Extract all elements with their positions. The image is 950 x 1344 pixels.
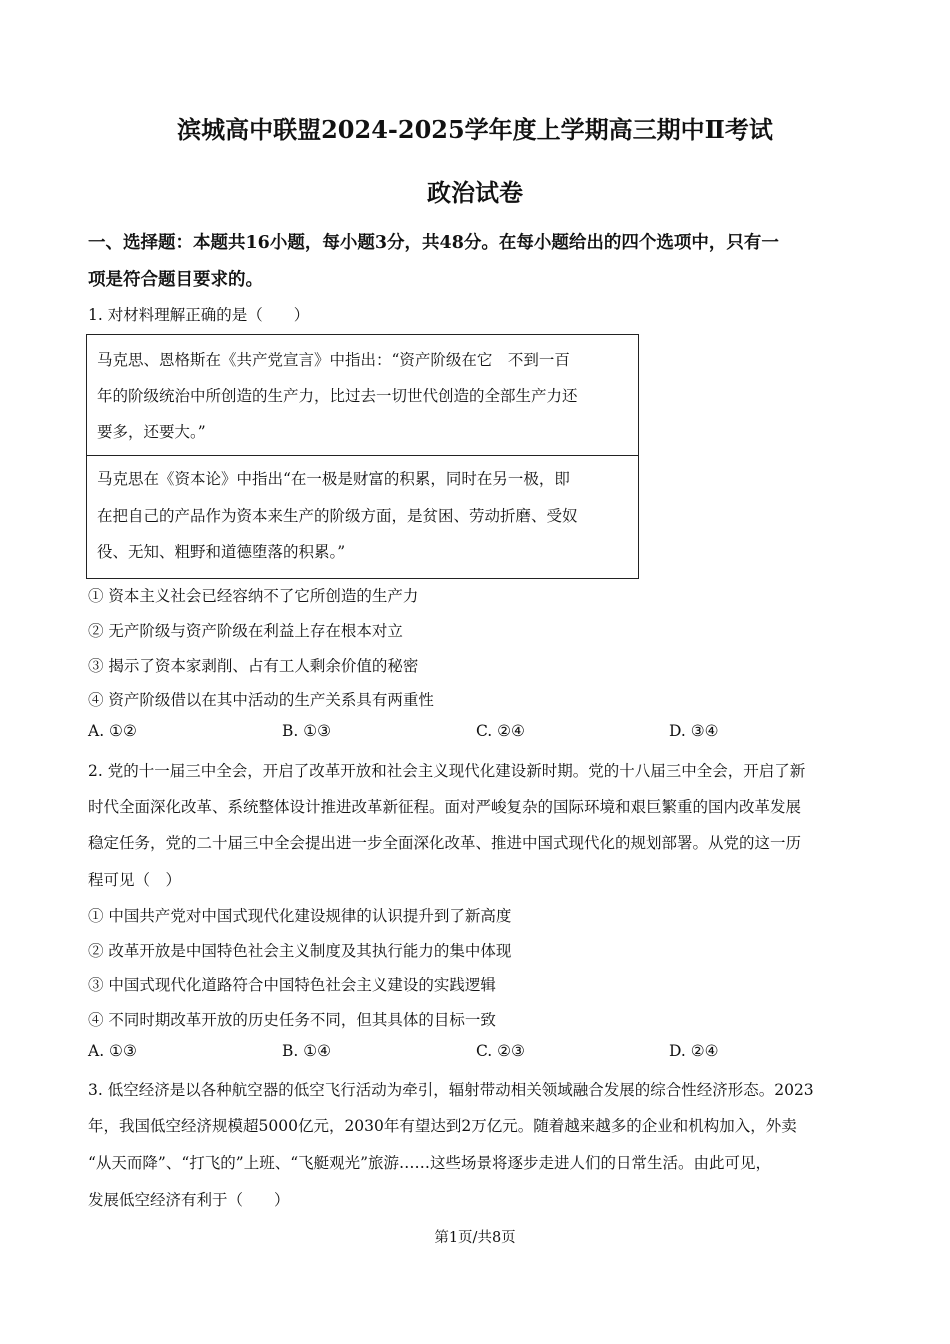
exam-subject: 政治试卷 [427, 178, 523, 207]
q1-box1-line: 马克思、恩格斯在《共产党宣言》中指出：“资产阶级在它 不到一百 [97, 351, 570, 369]
q3-stem: 3. 低空经济是以各种航空器的低空飞行活动为牵引，辐射带动相关领域融合发展的综合性经济形态。2023 [88, 1081, 814, 1099]
q3-stem: 年，我国低空经济规模超5000亿元，2030年有望达到2万亿元。随着越来越多的企业和机构加入，外卖 [88, 1117, 797, 1135]
exam-title: 滨城高中联盟2024-2025学年度上学期高三期中Ⅱ考试 [177, 115, 773, 144]
q2-item: ② 改革开放是中国特色社会主义制度及其执行能力的集中体现 [88, 942, 512, 960]
q3-stem: “从天而降”、“打飞的”上班、“飞艇观光”旅游……这些场景将逐步走进人们的日常生活。由此可见， [88, 1154, 772, 1172]
q2-item: ④ 不同时期改革开放的历史任务不同，但其具体的目标一致 [88, 1011, 496, 1029]
q2-item: ③ 中国式现代化道路符合中国特色社会主义建设的实践逻辑 [88, 976, 496, 994]
q1-box1-line: 年的阶级统治中所创造的生产力，比过去一切世代创造的全部生产力还 [97, 387, 578, 405]
q2-option-b[interactable]: B. ①④ [282, 1042, 332, 1060]
page-number: 第1页/共8页 [434, 1230, 516, 1246]
q2-option-d[interactable]: D. ②④ [669, 1042, 719, 1060]
q1-option-d[interactable]: D. ③④ [669, 722, 719, 740]
q2-item: ① 中国共产党对中国式现代化建设规律的认识提升到了新高度 [88, 907, 512, 925]
q1-option-b[interactable]: B. ①③ [282, 722, 332, 740]
q1-item: ② 无产阶级与资产阶级在利益上存在根本对立 [88, 622, 403, 640]
q1-option-a[interactable]: A. ①② [88, 722, 137, 740]
q1-box2-line: 马克思在《资本论》中指出“在一极是财富的积累，同时在另一极，即 [97, 470, 570, 488]
q1-box2-line: 役、无知、粗野和道德堕落的积累。” [97, 543, 346, 561]
q1-material-box-1 [86, 334, 639, 456]
q1-stem: 1. 对材料理解正确的是（ ） [88, 306, 310, 324]
q1-box1-line: 要多，还要大。” [97, 423, 206, 441]
q1-item: ① 资本主义社会已经容纳不了它所创造的生产力 [88, 587, 419, 605]
q2-stem: 稳定任务，党的二十届三中全会提出进一步全面深化改革、推进中国式现代化的规划部署。从党的这一历 [88, 834, 802, 852]
q1-item: ③ 揭示了资本家剥削、占有工人剩余价值的秘密 [88, 657, 419, 675]
section-heading: 一、选择题：本题共16小题，每小题3分，共48分。在每小题给出的四个选项中，只有一 [88, 233, 779, 253]
q1-box2-line: 在把自己的产品作为资本来生产的阶级方面，是贫困、劳动折磨、受奴 [97, 507, 578, 525]
q1-material-box-2 [86, 456, 639, 579]
q2-option-c[interactable]: C. ②③ [476, 1042, 525, 1060]
q3-stem: 发展低空经济有利于（ ） [88, 1191, 290, 1209]
q2-stem: 时代全面深化改革、系统整体设计推进改革新征程。面对严峻复杂的国际环境和艰巨繁重的国内改革发展 [88, 798, 802, 816]
q2-option-a[interactable]: A. ①③ [88, 1042, 137, 1060]
q2-stem: 2. 党的十一届三中全会，开启了改革开放和社会主义现代化建设新时期。党的十八届三中全会，开启了新 [88, 762, 806, 780]
q2-stem: 程可见（ ） [88, 871, 182, 889]
q1-item: ④ 资产阶级借以在其中活动的生产关系具有两重性 [88, 691, 434, 709]
section-heading-cont: 项是符合题目要求的。 [88, 270, 263, 290]
q1-option-c[interactable]: C. ②④ [476, 722, 525, 740]
